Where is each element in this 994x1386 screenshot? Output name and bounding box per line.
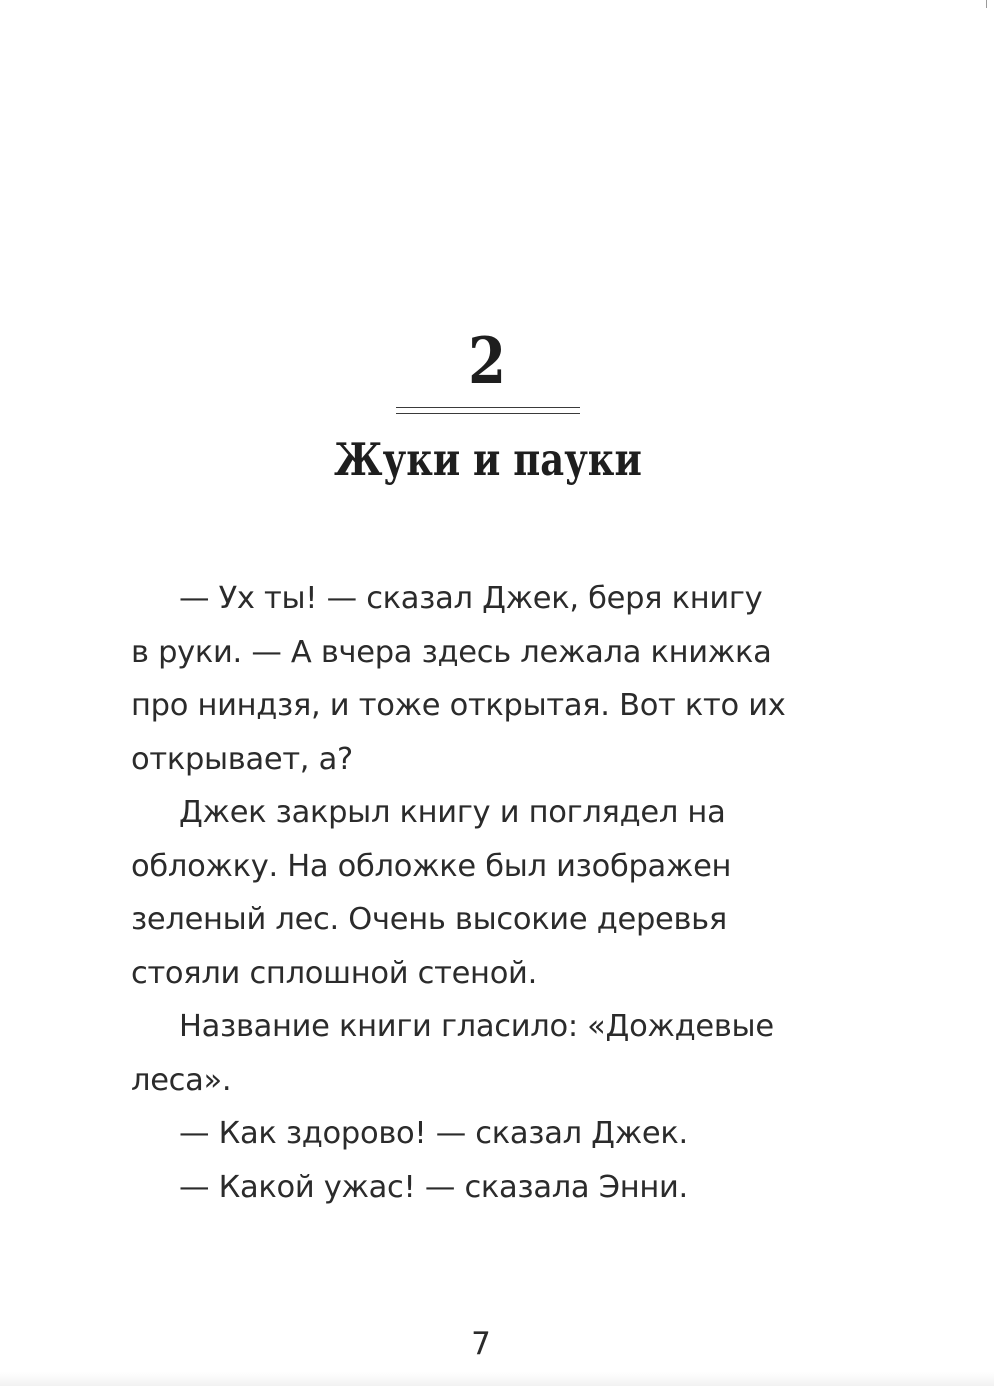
crop-mark <box>986 0 987 8</box>
text-line: про ниндзя, и тоже открытая. Вот кто их <box>131 688 786 723</box>
text-line: открывает, а? <box>131 741 353 777</box>
divider-line-bottom <box>396 413 580 414</box>
text-line: леса». <box>131 1062 232 1098</box>
text-line: — Ух ты! — сказал Джек, беря книгу <box>179 581 763 616</box>
text-line: зеленый лес. Очень высокие деревья <box>131 902 727 937</box>
chapter-title: Жуки и пауки <box>334 433 642 486</box>
text-line: — Как здорово! — сказал Джек. <box>179 1116 688 1151</box>
chapter-divider-ornament <box>396 406 580 416</box>
page-number: 7 <box>471 1326 491 1362</box>
body-text <box>131 572 831 1214</box>
text-line: Джек закрыл книгу и поглядел на <box>179 795 726 830</box>
text-line: в руки. — А вчера здесь лежала книжка <box>131 634 772 670</box>
chapter-number: 2 <box>468 324 506 399</box>
page-bottom-shadow <box>0 1372 994 1386</box>
text-line: Название книги гласило: «Дождевые <box>179 1009 774 1044</box>
text-line: обложку. На обложке был изображен <box>131 848 732 884</box>
text-line: — Какой ужас! — сказала Энни. <box>179 1169 688 1205</box>
text-line: стояли сплошной стеной. <box>131 955 537 991</box>
divider-line-top <box>396 407 580 408</box>
